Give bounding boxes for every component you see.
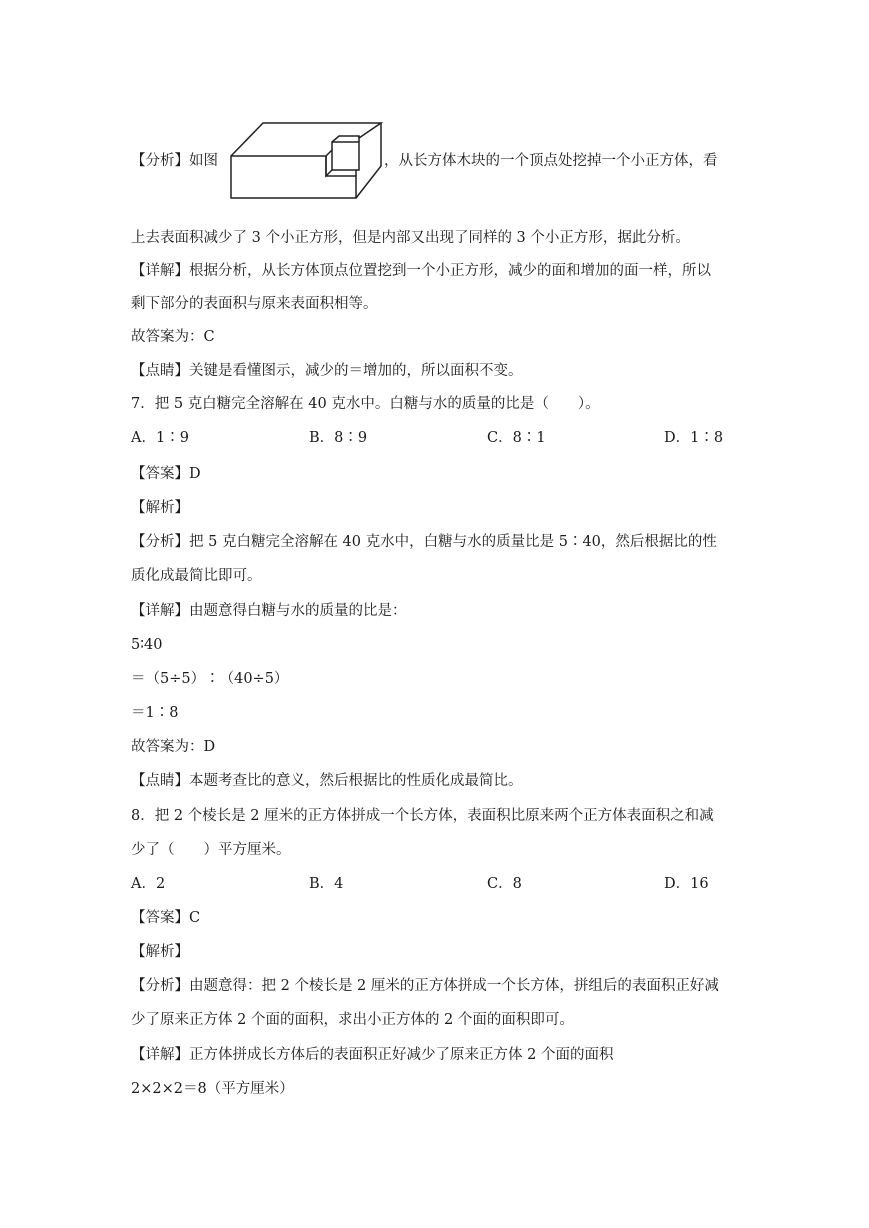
q7-calc-2: ＝（5÷5）∶（40÷5） (131, 671, 289, 687)
q7-analysis-line2: 质化成最简比即可。 (131, 568, 262, 584)
q8-answer: 【答案】C (131, 910, 201, 926)
q6-detail-line1: 【详解】根据分析，从长方体顶点位置挖到一个小正方形，减少的面和增加的面一样，所以 (131, 263, 711, 279)
q8-calc: 2×2×2＝8（平方厘米） (131, 1081, 294, 1097)
q6-analysis-suffix: ，从长方体木块的一个顶点处挖掉一个小正方体，看 (384, 153, 718, 169)
q7-conclusion: 故答案为：D (131, 739, 216, 755)
q8-stem-line1: 8．把 2 个棱长是 2 厘米的正方体拼成一个长方体，表面积比原来两个正方体表面积之和减 (131, 808, 714, 824)
q7-analysis-title: 【解析】 (131, 500, 189, 516)
q7-answer: 【答案】D (131, 466, 201, 482)
q6-analysis-line2: 上去表面积减少了 3 个小正方形，但是内部又出现了同样的 3 个小正方形，据此分析。 (131, 230, 690, 246)
q6-detail-line2: 剩下部分的表面积与原来表面积相等。 (131, 296, 378, 312)
q7-detail-line1: 【详解】由题意得白糖与水的质量的比是： (131, 603, 407, 619)
q7-analysis-line1: 【分析】把 5 克白糖完全溶解在 40 克水中，白糖与水的质量比是 5∶40，然后根据比的性 (131, 534, 717, 550)
q7-option-a: A．1∶9 (131, 430, 189, 446)
q8-option-a: A．2 (131, 876, 166, 892)
q7-comment: 【点睛】本题考查比的意义，然后根据比的性质化成最简比。 (131, 773, 523, 789)
q8-analysis-title: 【解析】 (131, 944, 189, 960)
q8-detail-line1: 【详解】正方体拼成长方体后的表面积正好减少了原来正方体 2 个面的面积 (131, 1047, 614, 1063)
cuboid-figure (228, 120, 384, 202)
q8-option-b: B．4 (309, 876, 344, 892)
q6-comment: 【点睛】关键是看懂图示，减少的＝增加的，所以面积不变。 (131, 363, 523, 379)
q7-option-c: C．8∶1 (487, 430, 546, 446)
q8-option-d: D．16 (664, 876, 709, 892)
q7-option-b: B．8∶9 (309, 430, 368, 446)
q6-conclusion: 故答案为：C (131, 329, 215, 345)
q8-stem-line2: 少了（ ）平方厘米。 (131, 842, 291, 858)
q6-analysis-prefix: 【分析】如图 (131, 153, 218, 169)
q7-option-d: D．1∶8 (664, 430, 724, 446)
q8-analysis-line2: 少了原来正方体 2 个面的面积，求出小正方体的 2 个面的面积即可。 (131, 1012, 574, 1028)
q7-calc-3: ＝1∶8 (131, 705, 179, 721)
q8-option-c: C．8 (487, 876, 522, 892)
q8-analysis-line1: 【分析】由题意得：把 2 个棱长是 2 厘米的正方体拼成一个长方体，拼组后的表面积正好减 (131, 978, 719, 994)
q7-stem: 7．把 5 克白糖完全溶解在 40 克水中。白糖与水的质量的比是（ ）。 (131, 396, 600, 412)
q7-calc-1: 5∶40 (131, 637, 163, 653)
